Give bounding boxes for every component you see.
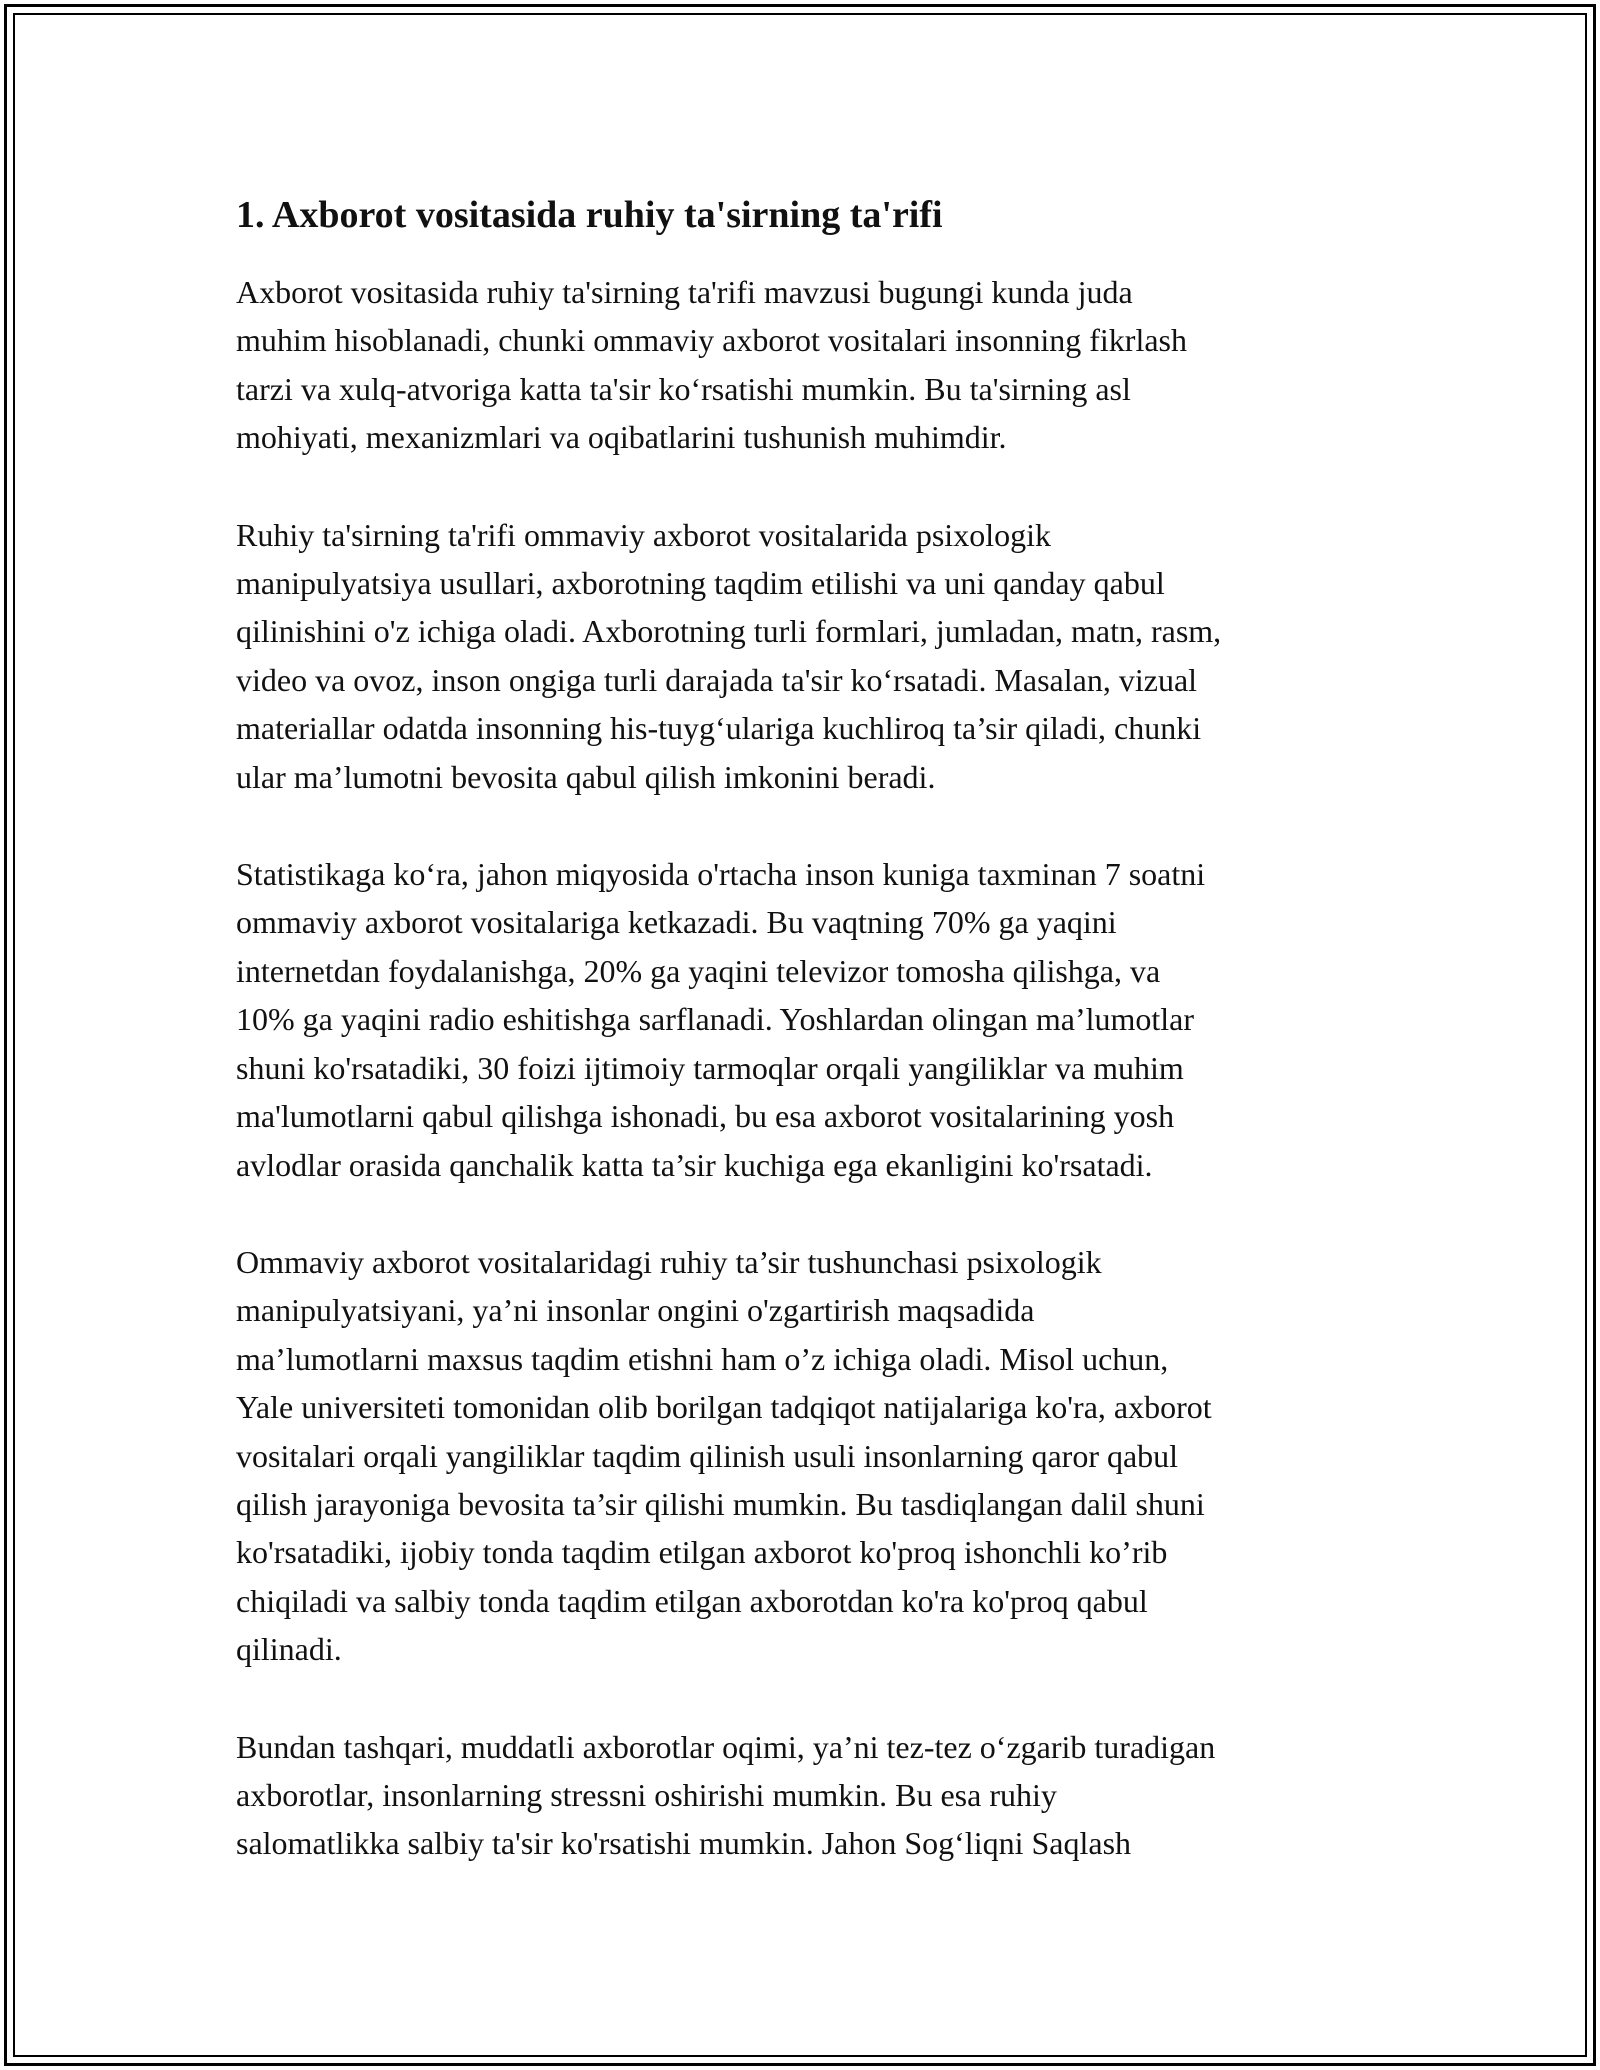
section-heading: 1. Axborot vositasida ruhiy ta'sirning ta'rifi: [236, 194, 943, 236]
paragraph-1: Axborot vositasida ruhiy ta'sirning ta'rifi mavzusi bugungi kunda juda muhim hisoblanadi, chunki ommaviy axborot vositalari insonning fikrlash tarzi va xulq-atvoriga katta ta'sir ko‘rsatishi mumkin. Bu ta'sirning asl mohiyati, mexanizmlari va oqibatlarini tushunish muhimdir.: [236, 274, 1187, 456]
paragraph-3: Statistikaga ko‘ra, jahon miqyosida o'rtacha inson kuniga taxminan 7 soatni ommaviy axborot vositalariga ketkazadi. Bu vaqtning 70% ga yaqini internetdan foydalanishga, 20% ga yaqini televizor tomosha qilishga, va 10% ga yaqini radio eshitishga sarflanadi. Yoshlardan olingan ma’lumotlar shuni ko'rsatadiki, 30 foizi ijtimoiy tarmoqlar orqali yangiliklar va muhim ma'lumotlarni qabul qilishga ishonadi, bu esa axborot vositalarining yosh avlodlar orasida qanchalik katta ta’sir kuchiga ega ekanligini ko'rsatadi.: [236, 856, 1206, 1183]
paragraph-2: Ruhiy ta'sirning ta'rifi ommaviy axborot vositalarida psixologik manipulyatsiya usullari, axborotning taqdim etilishi va uni qanday qabul qilinishini o'z ichiga oladi. Axborotning turli formlari, jumladan, matn, rasm, video va ovoz, inson ongiga turli darajada ta'sir ko‘rsatadi. Masalan, vizual materiallar odatda insonning his-tuyg‘ulariga kuchliroq ta’sir qiladi, chunki ular ma’lumotni bevosita qabul qilish imkonini beradi.: [236, 516, 1222, 795]
document-body: [236, 188, 1376, 1917]
paragraph-5: Bundan tashqari, muddatli axborotlar oqimi, ya’ni tez-tez o‘zgarib turadigan axborotlar, insonlarning stressni oshirishi mumkin. Bu esa ruhiy salomatlikka salbiy ta'sir ko'rsatishi mumkin. Jahon Sog‘liqni Saqlash: [236, 1728, 1216, 1862]
paragraph-4: Ommaviy axborot vositalaridagi ruhiy ta’sir tushunchasi psixologik manipulyatsiyani, ya’ni insonlar ongini o'zgartirish maqsadida ma’lumotlarni maxsus taqdim etishni ham o’z ichiga oladi. Misol uchun, Yale universiteti tomonidan olib borilgan tadqiqot natijalariga ko'ra, axborot vositalari orqali yangiliklar taqdim qilinish usuli insonlarning qaror qabul qilish jarayoniga bevosita ta’sir qilishi mumkin. Bu tasdiqlangan dalil shuni ko'rsatadiki, ijobiy tonda taqdim etilgan axborot ko'proq ishonchli ko’rib chiqiladi va salbiy tonda taqdim etilgan axborotdan ko'ra ko'proq qabul qilinadi.: [236, 1243, 1212, 1668]
